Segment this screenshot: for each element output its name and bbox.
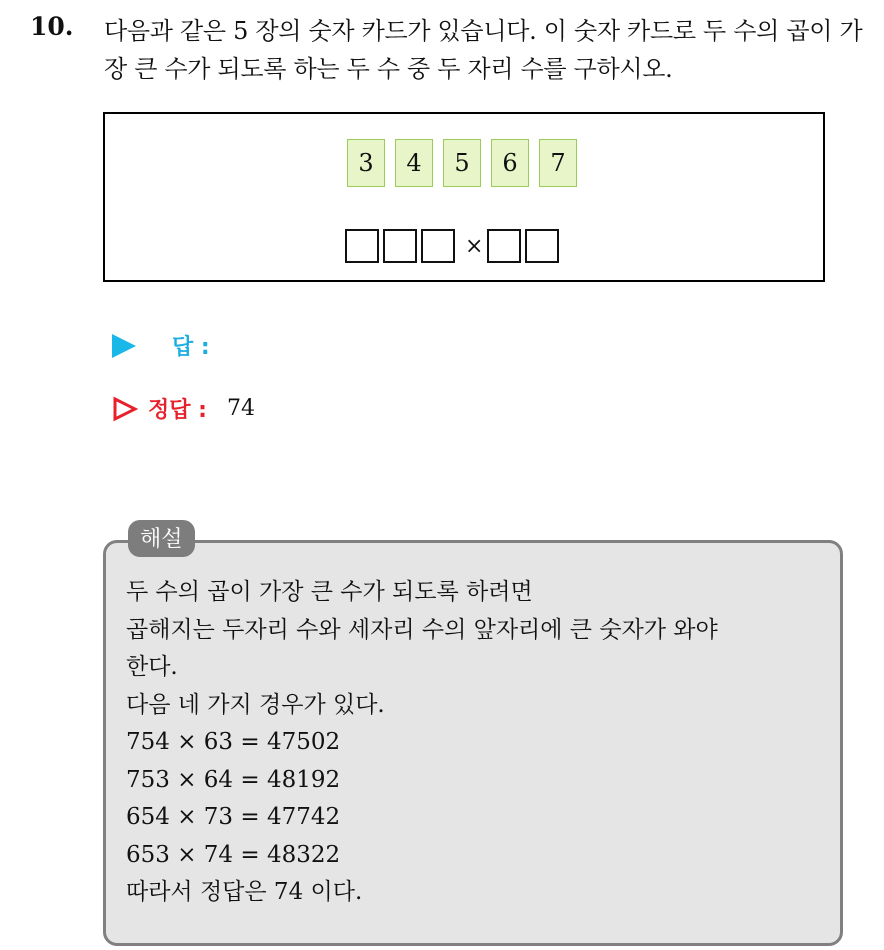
answer-prompt [112,330,210,361]
solution-line: 두 수의 곱이 가장 큰 수가 되도록 하려면 [126,579,533,605]
blank-box [487,229,521,263]
play-triangle-icon [112,334,136,358]
card-figure [103,112,825,282]
correct-answer [112,393,255,424]
times-sign: × [465,233,484,259]
solution-text [126,574,826,912]
blank-box [421,229,455,263]
correct-answer-value: 74 [226,396,255,421]
number-cards [347,139,577,187]
number-card: 3 [347,139,385,187]
answer-label: 답 : [172,335,210,360]
question-text: 다음과 같은 5 장의 숫자 카드가 있습니다. 이 숫자 카드로 두 수의 곱이 가장 큰 수가 되도록 하는 두 수 중 두 자리 수를 구하시오. [104,17,863,83]
solution-tag: 해설 [128,520,195,557]
outline-triangle-icon [112,396,138,422]
blank-expression [345,229,563,263]
number-card: 6 [491,139,529,187]
question-number: 10. [30,12,74,41]
solution-line: 한다. [126,654,178,680]
solution-line: 653 × 74 = 48322 [126,841,341,868]
solution-line: 다음 네 가지 경우가 있다. [126,691,385,718]
solution-line: 754 × 63 = 47502 [126,729,341,755]
number-card: 4 [395,139,433,187]
blank-box [383,229,417,263]
solution-line: 따라서 정답은 74 이다. [126,879,363,905]
correct-answer-label: 정답 : [148,398,207,423]
solution-line: 753 × 64 = 48192 [126,766,341,793]
solution-line: 654 × 73 = 47742 [126,804,341,830]
number-card: 7 [539,139,577,187]
number-card: 5 [443,139,481,187]
blank-box [345,229,379,263]
solution-line: 곱해지는 두자리 수와 세자리 수의 앞자리에 큰 숫자가 와야 [126,616,718,643]
blank-box [525,229,559,263]
